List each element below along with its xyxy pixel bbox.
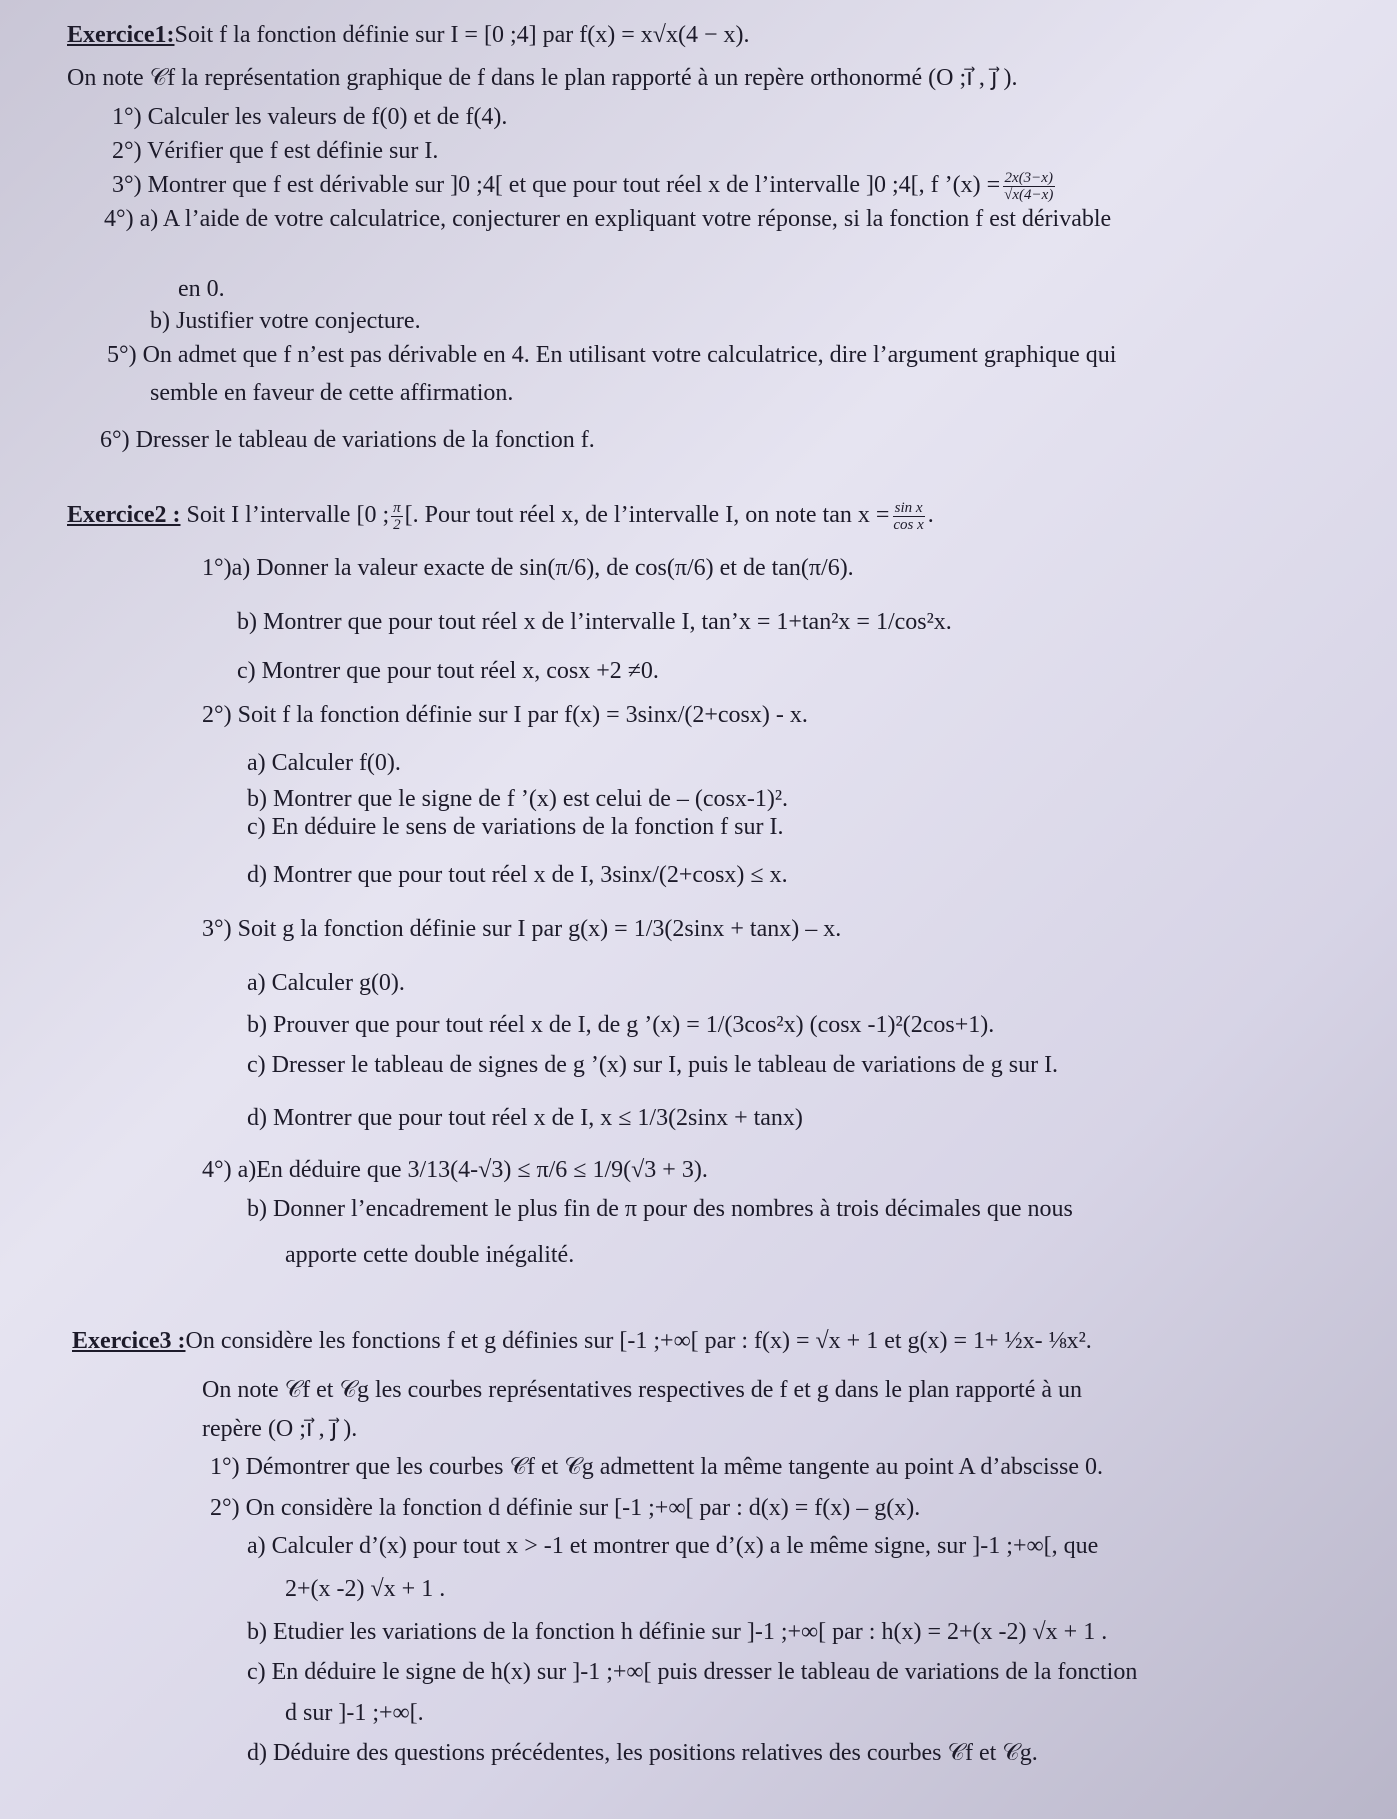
exercise1-q4b: b) Justifier votre conjecture. — [150, 308, 421, 334]
exercise2-q2: 2°) Soit f la fonction définie sur I par f(x) = 3sinx/(2+cosx) - x. — [202, 702, 808, 728]
exercise2-q3b: b) Prouver que pour tout réel x de I, de g ’(x) = 1/(3cos²x) (cosx -1)²(2cos+1). — [247, 1012, 995, 1038]
exercise3-q2a-cont: 2+(x -2) √x + 1 . — [285, 1576, 446, 1602]
exercise2-line1b: [. Pour tout réel x, de l’intervalle I, on note tan x = — [404, 502, 890, 529]
exercise3-q2c-cont: d sur ]-1 ;+∞[. — [285, 1700, 424, 1726]
exercise3-line2: On note 𝒞f et 𝒞g les courbes représentatives respectives de f et g dans le plan rapporté à un — [202, 1377, 1083, 1403]
exercise2-q2b: b) Montrer que le signe de f ’(x) est celui de – (cosx-1)². — [247, 786, 789, 812]
exercise2-q2c: c) En déduire le sens de variations de la fonction f sur I. — [247, 814, 784, 840]
exercise2-q1b: b) Montrer que pour tout réel x de l’intervalle I, tan’x = 1+tan²x = 1/cos²x. — [237, 609, 952, 635]
exercise1-q3 — [112, 170, 1057, 203]
exercise2-tan-fraction: $\frac{\text{sin x}}{\text{cos x}}$ — [893, 500, 924, 533]
exercise3-q2b: b) Etudier les variations de la fonction h définie sur ]-1 ;+∞[ par : h(x) = 2+(x -2) √x + 1 . — [247, 1619, 1108, 1645]
exercise1-line1: Soit f la fonction définie sur I = [0 ;4] par f(x) = x√x(4 − x). — [174, 22, 750, 48]
exercise3-intro — [72, 1326, 1092, 1356]
exercise1-q3-text: 3°) Montrer que f est dérivable sur ]0 ;4[ et que pour tout réel x de l’intervalle ]0 ;4[, f ’(x) = — [112, 172, 1001, 199]
exercise2-line1a: Soit I l’intervalle [0 ; — [180, 502, 390, 529]
exercise2-q2a: a) Calculer f(0). — [247, 750, 401, 776]
exercise3-q2: 2°) On considère la fonction d définie sur [-1 ;+∞[ par : d(x) = f(x) – g(x). — [210, 1495, 921, 1521]
exercise1-q4a: 4°) a) A l’aide de votre calculatrice, conjecturer en expliquant votre réponse, si la fonction f est dérivable — [104, 206, 1112, 232]
exercise3-q2d: d) Déduire des questions précédentes, les positions relatives des courbes 𝒞f et 𝒞g. — [247, 1740, 1038, 1766]
exercise1-q2: 2°) Vérifier que f est définie sur I. — [112, 138, 439, 164]
exercise2-q3c: c) Dresser le tableau de signes de g ’(x) sur I, puis le tableau de variations de g sur I. — [247, 1052, 1059, 1078]
exercise3-q1: 1°) Démontrer que les courbes 𝒞f et 𝒞g admettent la même tangente au point A d’abscisse 0. — [210, 1454, 1103, 1480]
exercise1-q4a-cont: en 0. — [178, 276, 225, 302]
exercise1-q1: 1°) Calculer les valeurs de f(0) et de f(4). — [112, 104, 508, 130]
exercise3-heading: Exercice3 : — [72, 1328, 186, 1354]
exercise2-q1c: c) Montrer que pour tout réel x, cosx +2 ≠0. — [237, 658, 659, 684]
exercise1-q3-fraction: $\frac{2x(3-x)}{√x(4-x)}$ — [1004, 170, 1054, 203]
exercise1-q5-cont: semble en faveur de cette affirmation. — [150, 380, 514, 406]
exercise2-pi-over-2: $\frac{\pi}{2}$ — [393, 500, 401, 533]
exercise2-q3d: d) Montrer que pour tout réel x de I, x ≤ 1/3(2sinx + tanx) — [247, 1105, 803, 1131]
exercise2-q3a: a) Calculer g(0). — [247, 970, 405, 996]
exercise3-line1: On considère les fonctions f et g définies sur [-1 ;+∞[ par : f(x) = √x + 1 et g(x) = 1+ ½x- ⅛x². — [185, 1328, 1092, 1354]
exercise3-line3: repère (O ;i⃗ , j⃗ ). — [202, 1416, 358, 1442]
exercise1-intro — [67, 20, 749, 50]
exercise2-q4b: b) Donner l’encadrement le plus fin de π pour des nombres à trois décimales que nous — [247, 1196, 1073, 1222]
exercise2-intro: Exercice2 : Soit I l’intervalle [0 ; $\frac{\pi}{2}$ [. Pour tout réel x, de l’intervalle I, on note tan x = $\frac{\text{sin x}}{\text{cos x}}$ . — [67, 500, 934, 533]
exercise2-q4b-cont: apporte cette double inégalité. — [285, 1242, 575, 1268]
exercise2-q2d: d) Montrer que pour tout réel x de I, 3sinx/(2+cosx) ≤ x. — [247, 862, 788, 888]
exercise2-heading: Exercice2 : — [67, 502, 181, 529]
exercise1-q5: 5°) On admet que f n’est pas dérivable en 4. En utilisant votre calculatrice, dire l’argument graphique qui — [107, 342, 1117, 368]
exercise3-q2a: a) Calculer d’(x) pour tout x > -1 et montrer que d’(x) a le même signe, sur ]-1 ;+∞[, que — [247, 1533, 1099, 1559]
exercise1-heading: Exercice1: — [67, 22, 175, 48]
exercise1-line2: On note 𝒞f la représentation graphique de f dans le plan rapporté à un repère orthonormé (O ;i⃗ , j⃗ ). — [67, 65, 1018, 91]
exercise2-q1a: 1°)a) Donner la valeur exacte de sin(π/6), de cos(π/6) et de tan(π/6). — [202, 555, 854, 581]
exercise1-q6: 6°) Dresser le tableau de variations de la fonction f. — [100, 427, 595, 453]
exercise3-q2c: c) En déduire le signe de h(x) sur ]-1 ;+∞[ puis dresser le tableau de variations de la fonction — [247, 1659, 1138, 1685]
exercise2-q4a: 4°) a)En déduire que 3/13(4-√3) ≤ π/6 ≤ 1/9(√3 + 3). — [202, 1157, 708, 1183]
exercise2-q3: 3°) Soit g la fonction définie sur I par g(x) = 1/3(2sinx + tanx) – x. — [202, 916, 842, 942]
